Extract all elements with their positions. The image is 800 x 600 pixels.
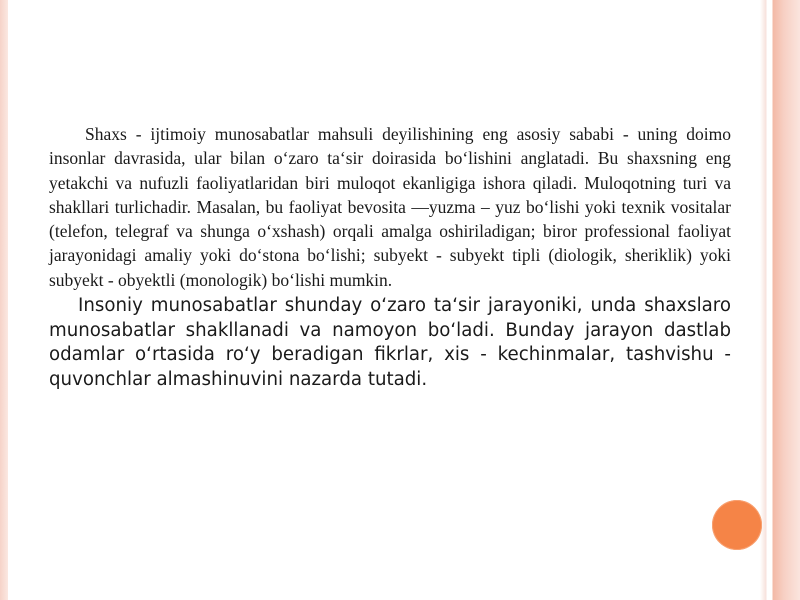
- left-decorative-border: [0, 0, 8, 600]
- slide-text-block: [49, 122, 731, 392]
- paragraph-shaxs: Shaxs - ijtimoiy munosabatlar mahsuli deyilishining eng asosiy sababi - uning doimo insonlar davrasida, ular bilan o‘zaro ta‘sir doirasida bo‘lishini anglatadi. Bu shaxsning eng yetakchi va nufuzli faoliyatlaridan biri muloqot ekanligiga ishora qiladi. Muloqotning turi va shakllari turlichadir. Masalan, bu faoliyat bevosita —yuzma – yuz bo‘lishi yoki texnik vositalar (telefon, telegraf va shunga o‘xshash) orqali amalga oshiriladigan; biror professional faoliyat jarayonidagi amaliy yoki do‘stona bo‘lishi; subyekt - subyekt tipli (diologik, sheriklik) yoki subyekt - obyektli (monologik) bo‘lishi mumkin.: [49, 124, 731, 290]
- orange-circle-decoration: [712, 500, 762, 550]
- right-decorative-border: [760, 0, 800, 600]
- paragraph-insoniy-munosabatlar: Insoniy munosabatlar shunday o‘zaro ta‘sir jarayoniki, unda shaxslaro munosabatlar shakllanadi va namoyon bo‘ladi. Bunday jarayon dastlab odamlar o‘rtasida ro‘y beradigan fikrlar, xis - kechinmalar, tashvishu - quvonchlar almashinuvini nazarda tutadi.: [49, 295, 731, 390]
